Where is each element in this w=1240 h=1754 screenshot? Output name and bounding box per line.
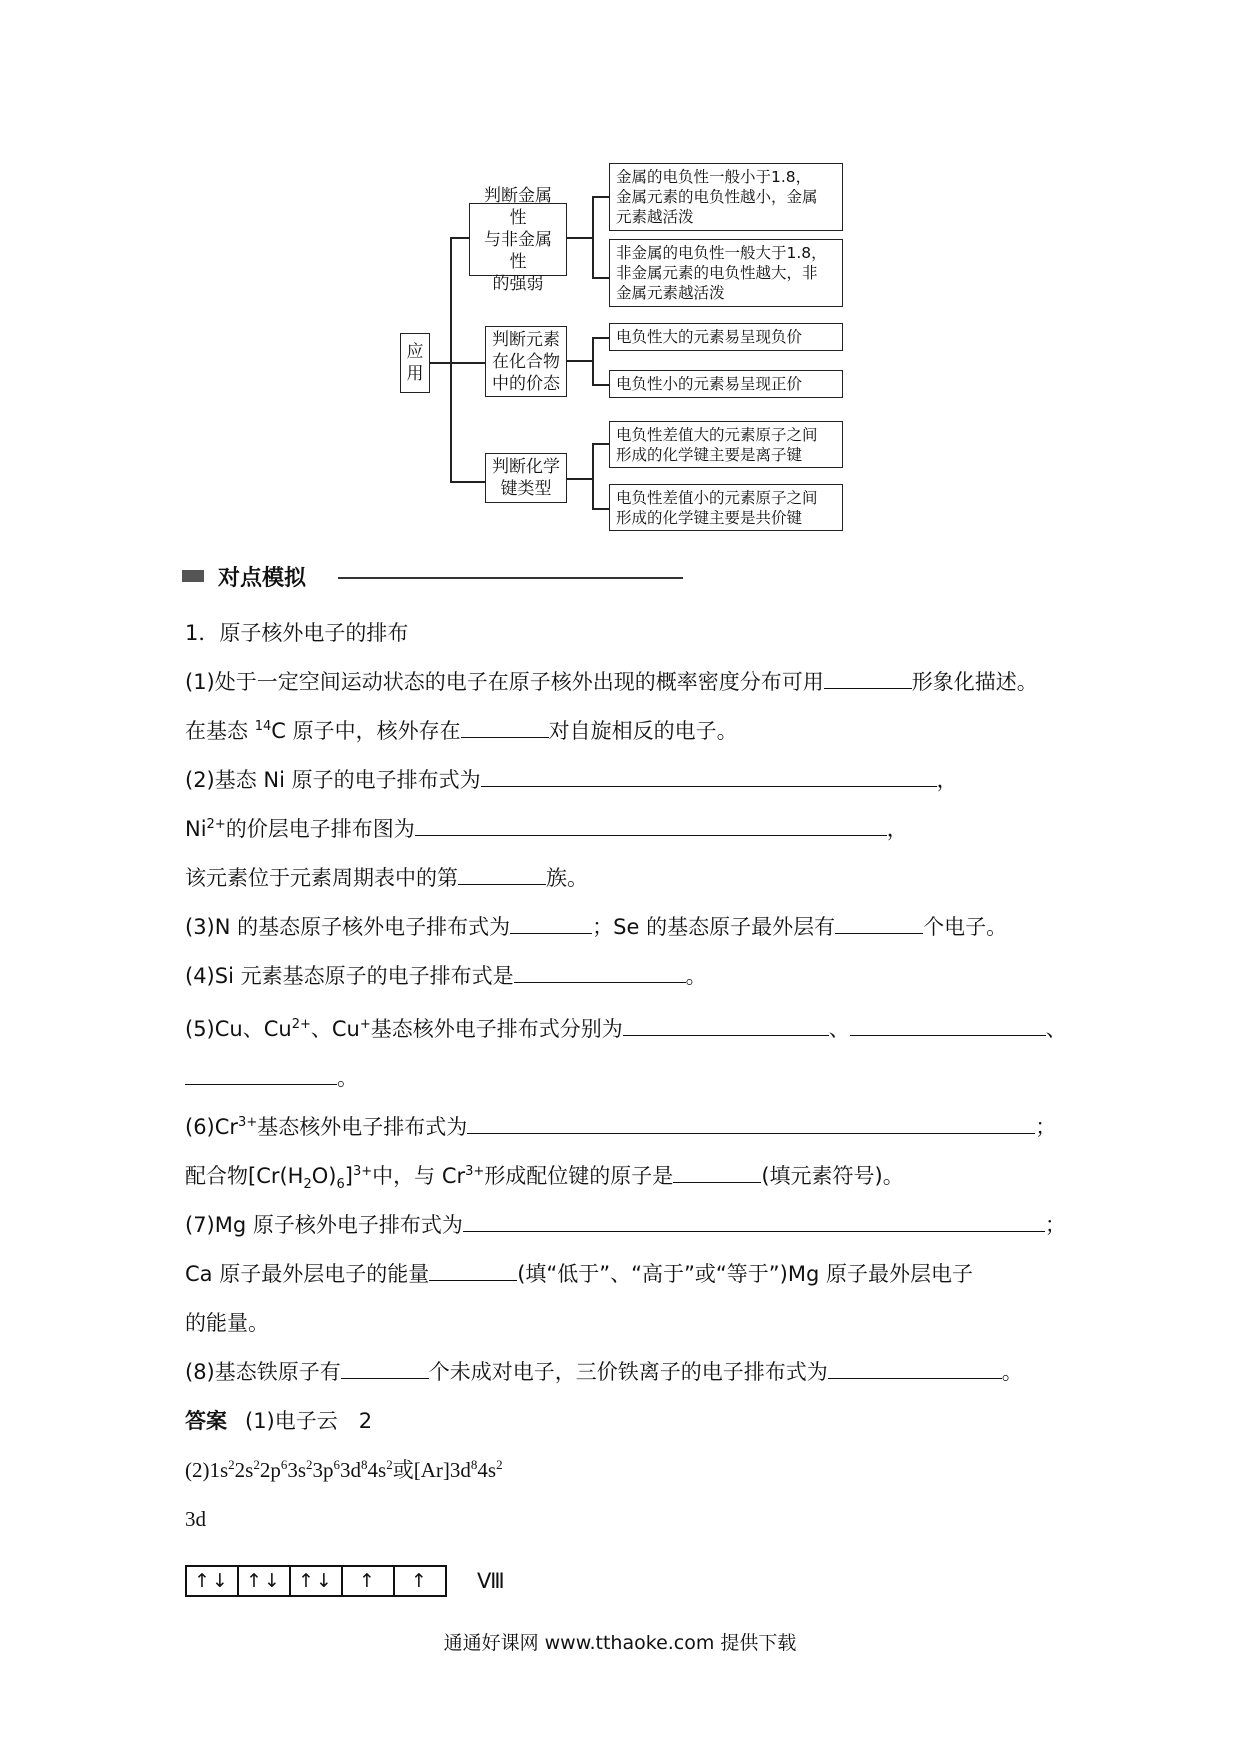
diagram-leaf-3-2: 电负性差值小的元素原子之间 形成的化学键主要是共价键 xyxy=(609,484,843,531)
answer-blank xyxy=(510,913,592,934)
section-heading xyxy=(182,556,306,596)
answer-blank xyxy=(467,1113,1035,1134)
answer-orbital-label: 3d xyxy=(185,1507,206,1531)
question-7-line-3: 的能量。 xyxy=(185,1311,269,1335)
section-marker-icon xyxy=(182,570,204,582)
answer-blank xyxy=(835,913,923,934)
diagram-branch-1: 判断金属性 与非金属性 的强弱 xyxy=(469,203,567,276)
orbital-boxes xyxy=(185,1565,447,1597)
config-superscript: 6 xyxy=(280,1457,288,1472)
diagram-branch-2: 判断元素 在化合物 中的价态 xyxy=(485,326,567,397)
section-title: 对点模拟 xyxy=(218,565,307,591)
orbital-box: ↑ xyxy=(343,1567,395,1595)
answer-blank xyxy=(429,1260,517,1281)
question-8: (8)基态铁原子有 个未成对电子，三价铁离子的电子排布式为 。 xyxy=(185,1360,1023,1384)
question-heading: 1．原子核外电子的排布 xyxy=(185,621,409,645)
orbital-box: ↑↓ xyxy=(291,1567,343,1595)
question-1-line-1: (1)处于一定空间运动状态的电子在原子核外出现的概率密度分布可用 形象化描述。 xyxy=(185,670,1038,694)
answer-blank xyxy=(461,717,549,738)
question-2-line-2: $Ni^{2+}$的价层电子排布图为 ， xyxy=(185,817,908,841)
config-text: 2s xyxy=(234,1458,254,1482)
answer-label: 答案 xyxy=(185,1409,227,1433)
diagram-leaf-3-1: 电负性差值大的元素原子之间 形成的化学键主要是离子键 xyxy=(609,421,843,468)
config-text: 3d xyxy=(340,1458,362,1482)
orbital-diagram xyxy=(185,1565,505,1597)
answer-blank xyxy=(828,1358,1002,1379)
answer-blank xyxy=(850,1015,1046,1036)
question-5-line-2: 。 xyxy=(185,1063,358,1093)
answer-blank xyxy=(415,815,887,836)
config-text: 3s xyxy=(287,1458,307,1482)
diagram-branch-3: 判断化学 键类型 xyxy=(485,453,567,503)
config-text: 3p xyxy=(312,1458,334,1482)
config-text: 2p xyxy=(259,1458,281,1482)
config-text: 或[Ar]3d xyxy=(392,1458,471,1482)
config-superscript: 2 xyxy=(306,1457,313,1472)
answer-blank xyxy=(458,864,546,885)
section-rule xyxy=(338,577,683,579)
answer-2-config xyxy=(185,1458,503,1482)
group-label: Ⅷ xyxy=(477,1568,505,1593)
config-superscript: 2 xyxy=(386,1457,393,1472)
config-superscript: 2 xyxy=(496,1457,503,1472)
config-superscript: 2 xyxy=(228,1457,235,1472)
question-4: (4)Si 元素基态原子的电子排布式是 。 xyxy=(185,964,707,988)
answer-blank xyxy=(623,1015,829,1036)
question-2-line-3: 该元素位于元素周期表中的第 族。 xyxy=(185,866,588,890)
question-3: (3)N 的基态原子核外电子排布式为 ；Se 的基态原子最外层有 个电子。 xyxy=(185,915,1008,939)
diagram-leaf-2-2: 电负性小的元素易呈现正价 xyxy=(609,370,843,398)
answer-line-2 xyxy=(185,1455,503,1485)
question-6-line-1: $(6)Cr^{3+}$基态核外电子排布式为 ； xyxy=(185,1115,1057,1139)
answer-blank xyxy=(481,766,937,787)
answer-blank xyxy=(463,1211,1045,1232)
question-2-line-1: (2)基态 Ni 原子的电子排布式为 ， xyxy=(185,768,958,792)
question-6-line-2: 配合物$[Cr(H_2O)_6]^{3+}$中，与 $Cr^{3+}$形成配位键的原子是 (填元素符号)。 xyxy=(185,1164,904,1193)
orbital-box: ↑ xyxy=(411,1570,429,1592)
config-text: (2)1s xyxy=(185,1458,229,1482)
diagram-root: 应 用 xyxy=(400,333,430,393)
config-superscript: 8 xyxy=(361,1457,368,1472)
question-1-line-2: 在基态 $^{14}$C 原子中，核外存在 对自旋相反的电子。 xyxy=(185,719,738,743)
question-5-line-1: (5)Cu、$Cu^{2+}$、Cu+基态核外电子排布式分别为 、 、 xyxy=(185,1017,1067,1041)
answer-blank xyxy=(824,668,912,689)
diagram-leaf-2-1: 电负性大的元素易呈现负价 xyxy=(609,323,843,351)
answer-blank xyxy=(514,962,686,983)
question-7-line-1: (7)Mg 原子核外电子排布式为 ； xyxy=(185,1213,1066,1237)
config-superscript: 2 xyxy=(253,1457,260,1472)
orbital-box: ↑↓ xyxy=(187,1567,239,1595)
answer-blank xyxy=(341,1358,429,1379)
config-superscript: 6 xyxy=(333,1457,341,1472)
answer-line-1: 答案 (1)电子云 2 xyxy=(185,1409,373,1433)
config-text: 4s xyxy=(367,1458,387,1482)
footer-source: 通通好课网 www.tthaoke.com 提供下载 xyxy=(443,1632,797,1654)
answer-blank xyxy=(673,1162,761,1183)
answer-blank xyxy=(185,1064,337,1085)
diagram-leaf-1-1: 金属的电负性一般小于1.8， 金属元素的电负性越小，金属 元素越活泼 xyxy=(609,163,843,231)
config-superscript: 8 xyxy=(470,1457,478,1472)
config-text: 4s xyxy=(477,1458,497,1482)
question-7-line-2: Ca 原子最外层电子的能量 (填“低于”、“高于”或“等于”)Mg 原子最外层电子 xyxy=(185,1262,974,1286)
orbital-box: ↑↓ xyxy=(239,1567,291,1595)
diagram-leaf-1-2: 非金属的电负性一般大于1.8， 非金属元素的电负性越大，非 金属元素越活泼 xyxy=(609,239,843,307)
